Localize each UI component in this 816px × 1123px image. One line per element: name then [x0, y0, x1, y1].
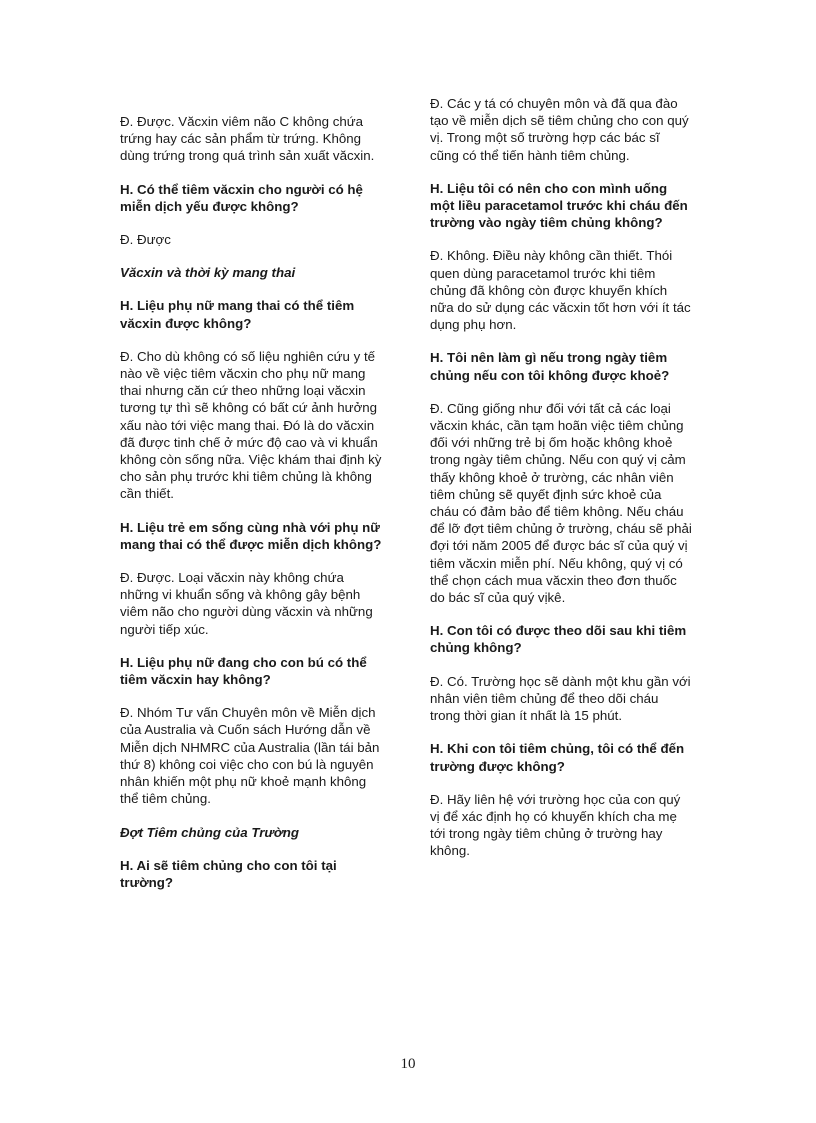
right-column [430, 95, 692, 876]
question-heading: H. Con tôi có được theo dõi sau khi tiêm chủng không? [430, 623, 687, 656]
answer-paragraph: Đ. Không. Điều này không cần thiết. Thói quen dùng paracetamol trước khi tiêm chủng đã không còn được khuyến khích nữa do sử dụng các văcxin tốt hơn với ít tác dụng phụ hơn. [430, 248, 691, 333]
question-heading: H. Khi con tôi tiêm chủng, tôi có thể đến trường được không? [430, 741, 685, 774]
page-number: 10 [400, 1056, 416, 1072]
answer-paragraph: Đ. Nhóm Tư vấn Chuyên môn về Miễn dịch của Australia và Cuốn sách Hướng dẫn về Miễn dịch NHMRC của Australia (lần tái bản thứ 8) không coi việc cho con bú là nguyên nhân khiến một phụ nữ khoẻ mạnh không thể tiêm chủng. [120, 705, 380, 807]
question-heading: H. Liệu trẻ em sống cùng nhà với phụ nữ mang thai có thể được miễn dịch không? [120, 519, 382, 552]
answer-paragraph: Đ. Được. Loại văcxin này không chứa những vi khuẩn sống và không gây bệnh viêm não cho người dùng văcxin và những người tiếp xúc. [120, 570, 373, 637]
question-heading: H. Tôi nên làm gì nếu trong ngày tiêm chủng nếu con tôi không được khoẻ? [430, 350, 670, 383]
question-heading: H. Có thể tiêm văcxin cho người có hệ miễn dịch yếu được không? [120, 181, 363, 214]
left-column [120, 113, 382, 907]
answer-paragraph: Đ. Cũng giống như đối với tất cả các loại văcxin khác, cần tạm hoãn việc tiêm chủng đối với những trẻ bị ốm hoặc không khoẻ trong ngày tiêm chủng. Nếu con quý vị cảm thấy không khoẻ ở trường, các nhân viên tiêm chủng sẽ quyết định sức khoẻ của cháu có đảm bảo để tiêm không. Nếu cháu để lỡ đợt tiêm chủng ở trường, cháu sẽ phải đợi tới năm 2005 để được bác sĩ của quý vị tiêm văcxin miễn phí. Nếu không, quý vị có thể chọn cách mua văcxin theo đơn thuốc do bác sĩ của quý vịkê. [430, 400, 692, 606]
answer-paragraph: Đ. Hãy liên hệ với trường học của con quý vị để xác định họ có khuyến khích cha mẹ tới trong ngày tiêm chủng ở trường hay không. [430, 791, 681, 859]
answer-paragraph: Đ. Cho dù không có số liệu nghiên cứu y tế nào về việc tiêm văcxin cho phụ nữ mang thai nhưng căn cứ theo những loại văcxin tương tự thì sẽ không có bất cứ ảnh hưởng xấu nào tới việc mang thai. Đó là do văcxin đã được tinh chế ở mức độ cao và vi khuẩn không còn sống nữa. Việc khám thai định kỳ cho sản phụ trước khi tiêm chủng là không cần thiết. [120, 348, 382, 502]
question-heading: H. Liệu tôi có nên cho con mình uống một liều paracetamol trước khi cháu đến trường vào ngày tiêm chủng không? [430, 180, 688, 231]
question-heading: H. Liệu phụ nữ mang thai có thể tiêm văcxin được không? [120, 298, 355, 331]
question-heading: H. Ai sẽ tiêm chủng cho con tôi tại trường? [120, 857, 337, 890]
section-heading: Đợt Tiêm chủng của Trường [120, 824, 300, 840]
answer-paragraph: Đ. Được. Văcxin viêm não C không chứa trứng hay các sản phẩm từ trứng. Không dùng trứng trong quá trình sản xuất văcxin. [120, 114, 375, 164]
answer-paragraph: Đ. Được [120, 232, 171, 248]
answer-paragraph: Đ. Có. Trường học sẽ dành một khu gần với nhân viên tiêm chủng để theo dõi cháu trong thời gian ít nhất là 15 phút. [430, 673, 691, 724]
section-heading: Văcxin và thời kỳ mang thai [120, 265, 296, 281]
answer-paragraph: Đ. Các y tá có chuyên môn và đã qua đào tạo về miễn dịch sẽ tiêm chủng cho con quý vị. Trong một số trường hợp các bác sĩ cũng có thể tiến hành tiêm chủng. [430, 96, 689, 163]
question-heading: H. Liệu phụ nữ đang cho con bú có thể tiêm văcxin hay không? [120, 654, 367, 688]
